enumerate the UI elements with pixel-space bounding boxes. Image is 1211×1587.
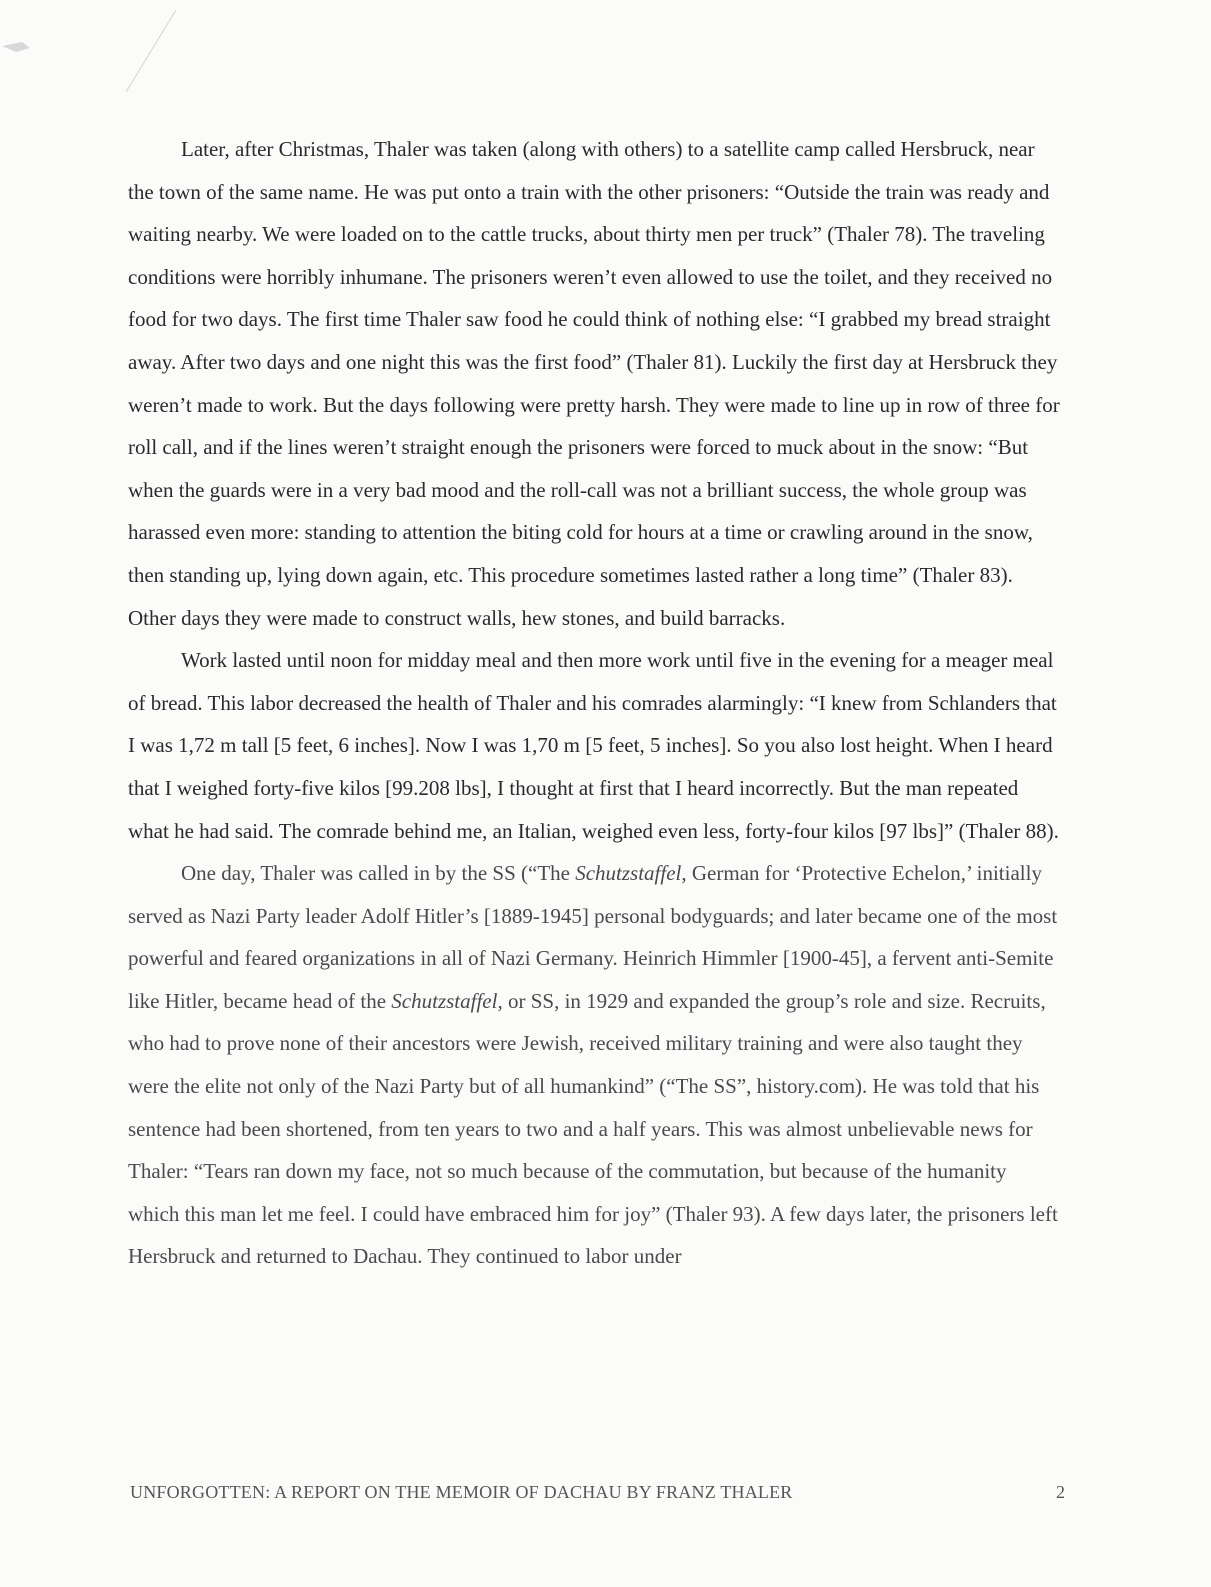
paragraph-labor-health: Work lasted until noon for midday meal and then more work until five in the evening for a meager meal of bread. This labor decreased the health of Thaler and his comrades alarmingly: “I knew from Schlanders that I was 1,72 m tall [5 feet, 6 inches]. Now I was 1,70 m [5 feet, 5 inches]. So you also lost height. When I heard that I weighed forty-five kilos [99.208 lbs], I thought at first that I heard incorrectly. But the man repeated what he had said. The comrade behind me, an Italian, weighed even less, forty-four kilos [97 lbs]” (Thaler 88). [128,648,1059,843]
essay-body [128,128,1063,1278]
footer-title: UNFORGOTTEN: A REPORT ON THE MEMOIR OF DACHAU BY FRANZ THALER [130,1482,793,1502]
italic-term: Schutzstaffel [575,861,682,886]
page-number: 2 [1056,1482,1065,1502]
italic-term: Schutzstaffel [391,988,498,1013]
text-segment: , or SS, in 1929 and expanded the group’s role and size. Recruits, who had to prove none of their ancestors were Jewish, received military training and were also taught they were the elite not only of the Nazi Party but of all humankind” (“The SS”, history.com). He was told that his sentence had been shortened, from ten years to two and a half years. This was almost unbelievable news for Thaler: “Tears ran down my face, not so much because of the commutation, but because of the humanity which this man let me feel. I could have embraced him for joy” (Thaler 93). A few days later, the prisoners left Hersbruck and returned to Dachau. They continued to labor under [128,988,1058,1269]
paragraph-ss-sentence [128,852,1063,1278]
scan-mark [0,0,200,120]
text-segment: One day, Thaler was called in by the SS (“The [181,861,576,886]
paragraph-hersbruck-transport: Later, after Christmas, Thaler was taken (along with others) to a satellite camp called Hersbruck, near the town of the same name. He was put onto a train with the other prisoners: “Outside the train was ready and waiting nearby. We were loaded on to the cattle trucks, about thirty men per truck” (Thaler 78). The traveling conditions were horribly inhumane. The prisoners weren’t even allowed to use the toilet, and they received no food for two days. The first time Thaler saw food he could think of nothing else: “I grabbed my bread straight away. After two days and one night this was the first food” (Thaler 81). Luckily the first day at Hersbruck they weren’t made to work. But the days following were pretty harsh. They were made to line up in row of three for roll call, and if the lines weren’t straight enough the prisoners were forced to muck about in the snow: “But when the guards were in a very bad mood and the roll-call was not a brilliant success, the whole group was harassed even more: standing to attention the biting cold for hours at a time or crawling around in the snow, then standing up, lying down again, etc. This procedure sometimes lasted rather a long time” (Thaler 83). Other days they were made to construct walls, hew stones, and build barracks. [128,137,1060,630]
page-footer [0,1482,1211,1512]
text-segment: , German for ‘Protective Echelon,’ initially served as Nazi Party leader Adolf Hitler’s [1889-1945] personal bodyguards; and later became one of the most powerful and feared organizations in all of Nazi Germany. Heinrich Himmler [1900-45], a fervent anti-Semite like Hitler, became head of the [128,861,1058,1013]
